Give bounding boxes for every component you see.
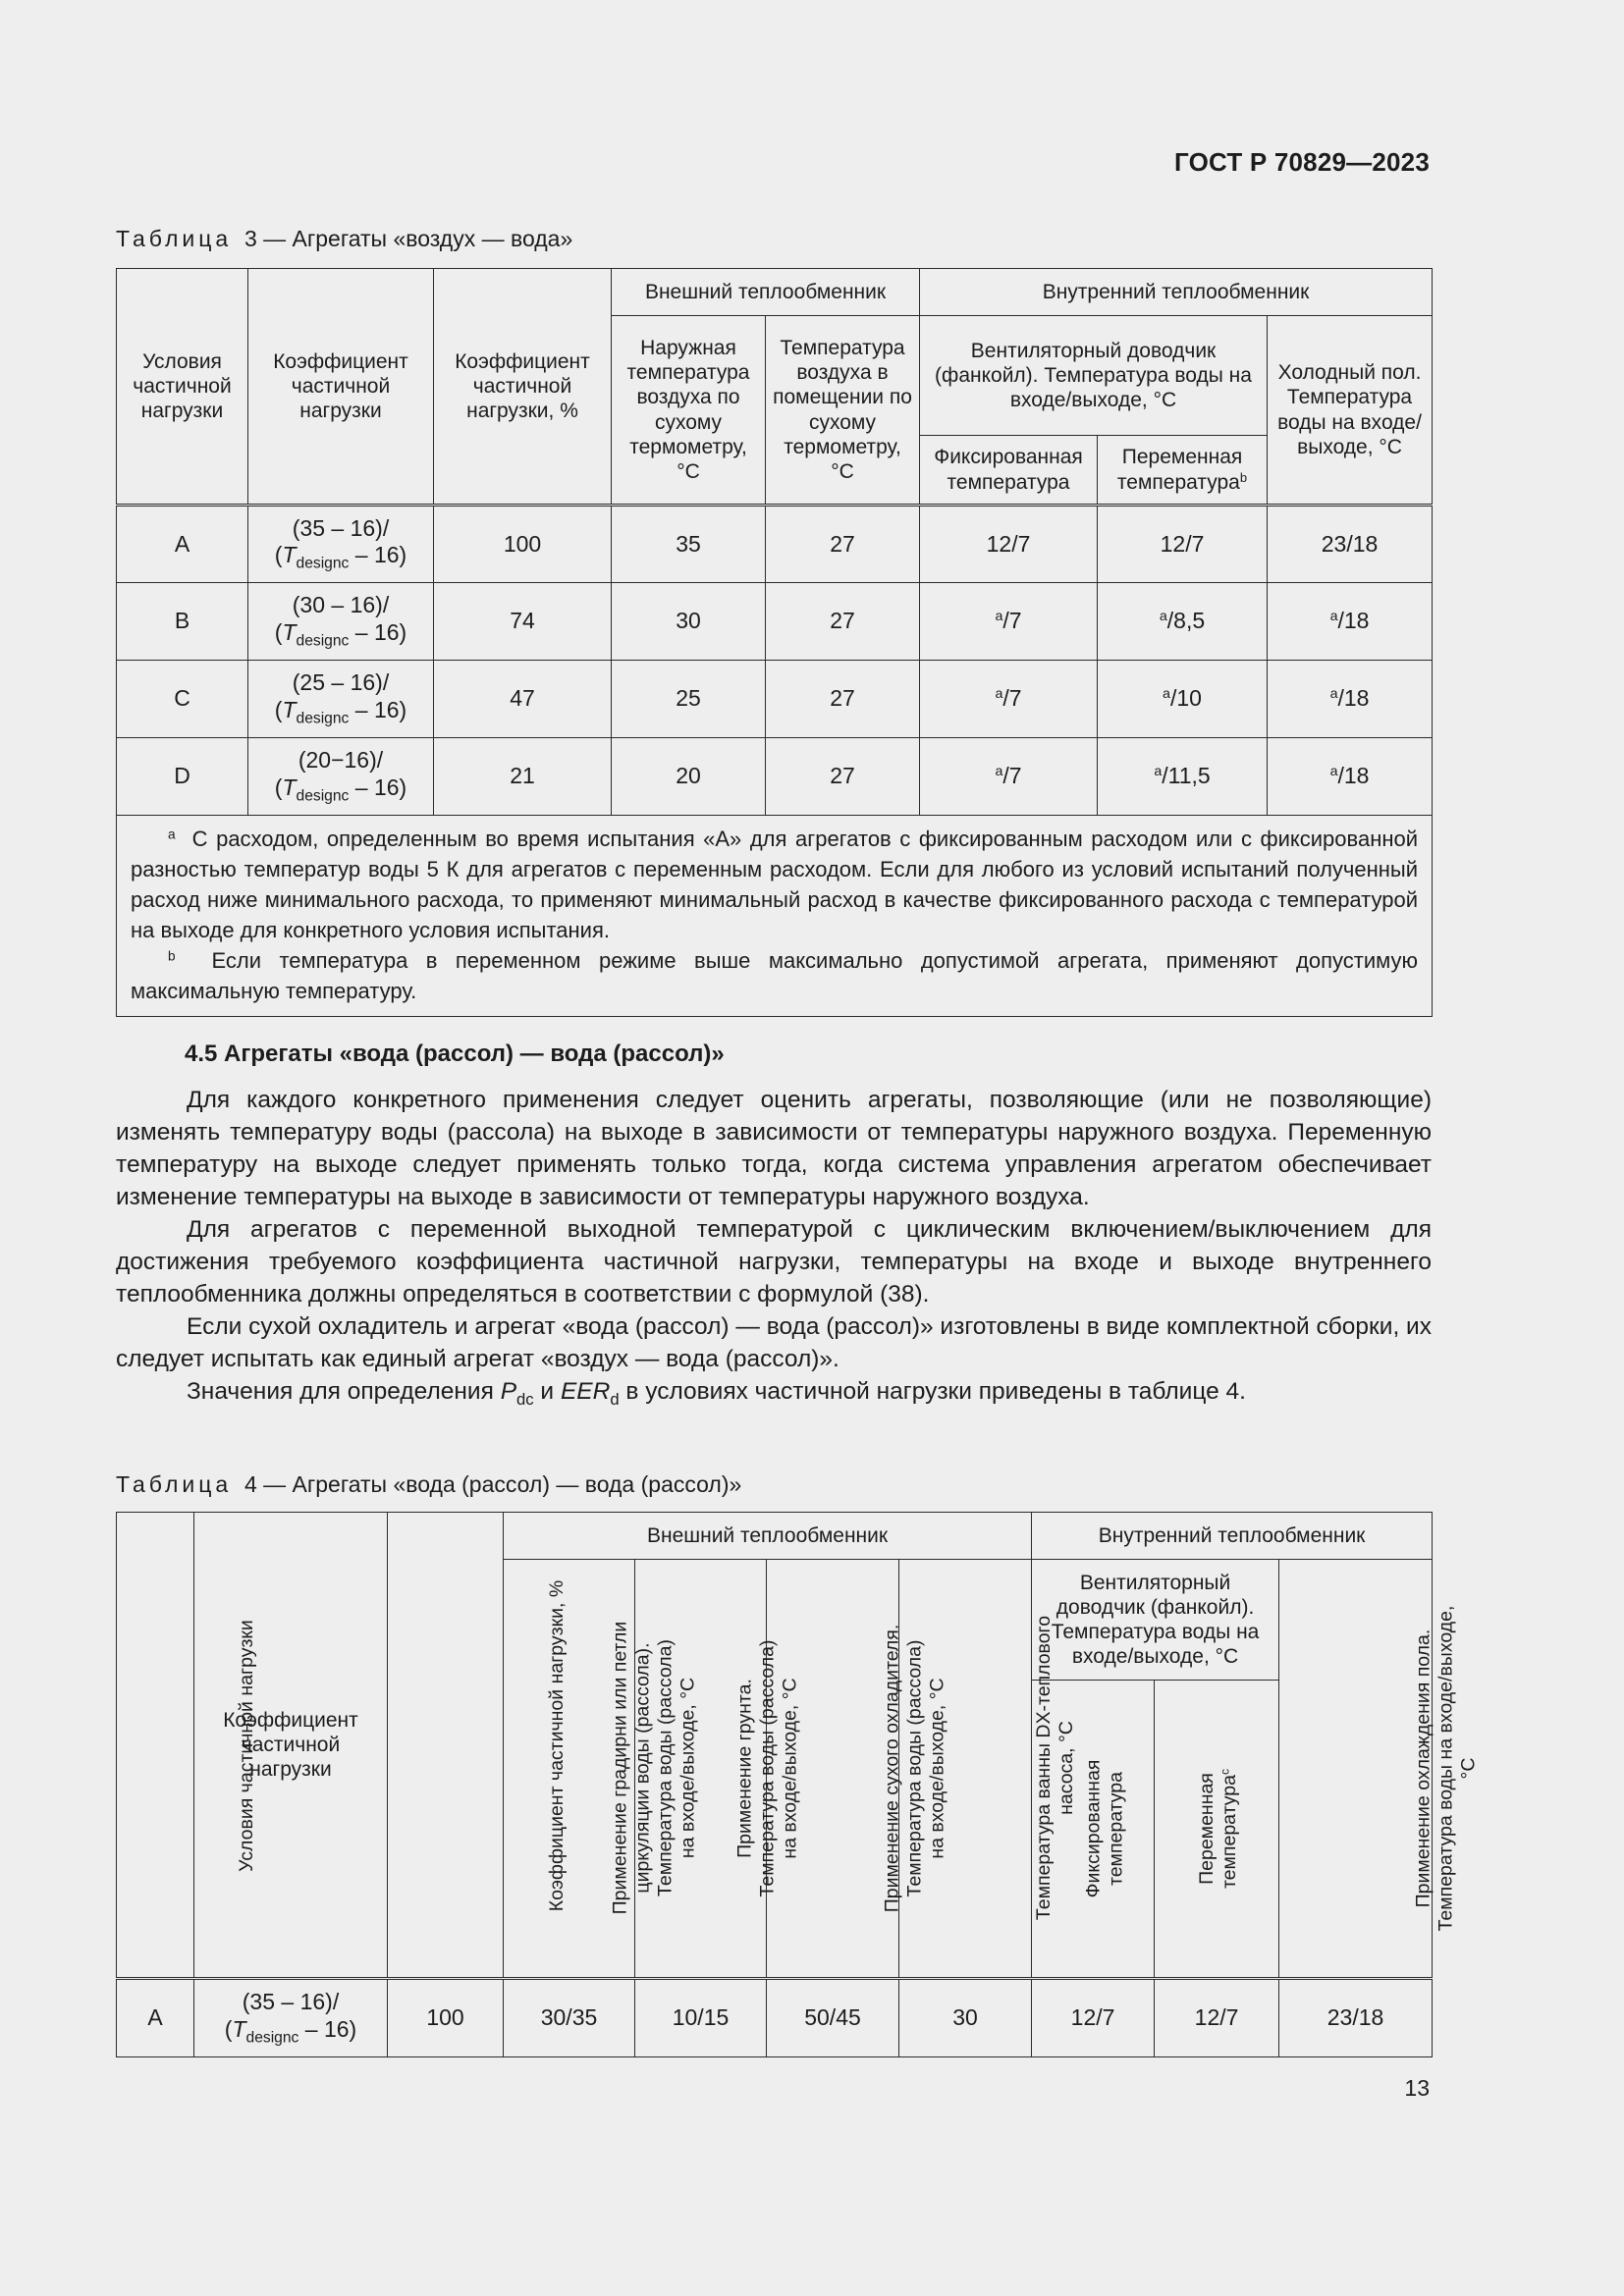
t3-room: 27 — [766, 661, 920, 738]
t3-head-conditions: Условия частичной нагрузки — [117, 269, 248, 506]
t4-pct: 100 — [388, 1979, 504, 2057]
t4-head-floor-cooling: Применение охлаждения пола. Температура воды на входе/выходе, °С — [1279, 1560, 1433, 1979]
table4-caption — [116, 1471, 741, 1498]
page-number: 13 — [1404, 2075, 1430, 2101]
t3-pct: 21 — [434, 738, 612, 816]
t3-pct: 100 — [434, 506, 612, 583]
t3-variable: $^a$/11,5 — [1098, 738, 1268, 816]
t3-fixed: 12/7 — [920, 506, 1098, 583]
t4-ground: 10/15 — [635, 1979, 767, 2057]
t4-head-fancoil: Вентиляторный доводчик (фанкойл). Температура воды на входе/выходе, °С — [1032, 1560, 1279, 1681]
t3-pct: 47 — [434, 661, 612, 738]
t3-head-outdoor-air: Наружная температура воздуха по сухому термометру, °С — [612, 316, 766, 506]
t3-floor: $^a$/18 — [1268, 661, 1433, 738]
t3-pct: 74 — [434, 583, 612, 661]
t3-head-external: Внешний теплообменник — [612, 269, 920, 316]
paragraph: Для каждого конкретного применения следует оценить агрегаты, позволяющие (или не позволяющие) изменять температуру воды (рассола) на выходе в зависимости от температуры наружного воздуха. Переменную температуру на выходе следует применять только тогда, когда система управления агрегатом обеспечивает изменение температуры на выходе в зависимости от температуры наружного воздуха. — [116, 1087, 1432, 1210]
paragraph: Если сухой охладитель и агрегат «вода (рассол) — вода (рассол)» изготовлены в виде комплектной сборки, их следует испытать как единый агрегат «воздух — вода (рассол)». — [116, 1313, 1432, 1372]
table4-caption-label: Таблица — [116, 1471, 233, 1497]
t4-variable: 12/7 — [1155, 1979, 1279, 2057]
t3-cond: C — [117, 661, 248, 738]
table-row — [117, 738, 1433, 816]
t3-floor: 23/18 — [1268, 506, 1433, 583]
table3-caption-label: Таблица — [116, 226, 233, 251]
t3-head-internal: Внутренний теплообменник — [920, 269, 1433, 316]
t3-note-a: $^a$ С расходом, определенным во время испытания «А» для агрегатов с фиксированным расходом или с фиксированной разностью температур воды 5 К для агрегатов с переменным расходом. Если для любого из условий испытаний полученный расход ниже минимального расхода, то применяют минимальный расход в качестве фиксированного расхода с температурой на выходе для конкретного условия испытания. — [131, 827, 1419, 942]
table4-caption-text: 4 — Агрегаты «вода (рассол) — вода (рассол)» — [244, 1471, 742, 1497]
t3-cond: D — [117, 738, 248, 816]
t3-variable: $^a$/10 — [1098, 661, 1268, 738]
t3-floor: $^a$/18 — [1268, 738, 1433, 816]
t3-variable: $^a$/8,5 — [1098, 583, 1268, 661]
t3-head-fancoil: Вентиляторный доводчик (фанкойл). Температура воды на входе/выходе, °С — [920, 316, 1268, 436]
t3-room: 27 — [766, 506, 920, 583]
table-row — [117, 1979, 1433, 2057]
t3-coef: (20−16)/ $(T_{designc} - 16)$ — [248, 738, 434, 816]
t4-head-dx-bath: Температура ванны DX-теплового насоса, °С — [899, 1560, 1032, 1979]
t3-room: 27 — [766, 583, 920, 661]
table3 — [116, 268, 1433, 1017]
t3-outdoor: 20 — [612, 738, 766, 816]
section-body — [116, 1084, 1432, 1415]
t3-outdoor: 25 — [612, 661, 766, 738]
table3-caption-text: 3 — Агрегаты «воздух — вода» — [244, 226, 573, 251]
t4-head-conditions: Условия частичной нагрузки — [117, 1513, 194, 1979]
t3-coef: (25 – 16)/ $(T_{designc} - 16)$ — [248, 661, 434, 738]
t3-variable: 12/7 — [1098, 506, 1268, 583]
t3-head-variable-text: Переменная температура — [1116, 446, 1243, 494]
t3-fixed: $^a$/7 — [920, 583, 1098, 661]
t4-head-external: Внешний теплообменник — [504, 1513, 1032, 1560]
t3-fixed: $^a$/7 — [920, 738, 1098, 816]
section-title: 4.5 Агрегаты «вода (рассол) — вода (рассол)» — [185, 1041, 725, 1067]
t4-floor: 23/18 — [1279, 1979, 1433, 2057]
t4-head-internal: Внутренний теплообменник — [1032, 1513, 1433, 1560]
paragraph: Для агрегатов с переменной выходной температурой с циклическим включением/выключением для достижения требуемого коэффициента частичной нагрузки, температуры на входе и выходе внутреннего теплообменника должны определяться в соответствии с формулой (38). — [116, 1216, 1432, 1308]
t3-room: 27 — [766, 738, 920, 816]
t4-cond: A — [117, 1979, 194, 2057]
t3-head-room-air: Температура воздуха в помещении по сухому термометру, °С — [766, 316, 920, 506]
t4-head-cooling-tower: Применение градирни или петли циркуляции воды (рассола). Температура воды (рассола) на входе/выходе, °С — [504, 1560, 635, 1979]
t3-head-coefficient-pct: Коэффициент частичной нагрузки, % — [434, 269, 612, 506]
t3-coef: (35 – 16)/ $(T_{designc} - 16)$ — [248, 506, 434, 583]
t4-tower: 30/35 — [504, 1979, 635, 2057]
t4-head-variable: Переменная температура$^c$ — [1155, 1681, 1279, 1979]
t3-head-variable — [1098, 436, 1268, 506]
table3-caption — [116, 226, 572, 252]
t3-head-coefficient: Коэффициент частичной нагрузки — [248, 269, 434, 506]
t3-head-fixed: Фиксированная температура — [920, 436, 1098, 506]
t4-dry: 50/45 — [767, 1979, 899, 2057]
t3-outdoor: 35 — [612, 506, 766, 583]
t4-head-dry-cooler: Применение сухого охладителя. Температура воды (рассола) на входе/выходе, °С — [767, 1560, 899, 1979]
table-row — [117, 661, 1433, 738]
table4 — [116, 1512, 1480, 2057]
t3-coef: (30 – 16)/ $(T_{designc} - 16)$ — [248, 583, 434, 661]
t3-head-cold-floor: Холодный пол. Температура воды на входе/ выходе, °С — [1268, 316, 1433, 506]
t4-head-ground: Применение грунта. Температура воды (рассола) на входе/выходе, °С — [635, 1560, 767, 1979]
t3-head-variable-mark: b — [1239, 469, 1248, 485]
table-row — [117, 583, 1433, 661]
standard-id: ГОСТ Р 70829—2023 — [1174, 147, 1430, 177]
t3-cond: A — [117, 506, 248, 583]
t3-note-b: $^b$ Если температура в переменном режиме выше максимально допустимой агрегата, применяют допустимую максимальную температуру. — [131, 948, 1419, 1003]
t3-fixed: $^a$/7 — [920, 661, 1098, 738]
t3-floor: $^a$/18 — [1268, 583, 1433, 661]
t3-cond: B — [117, 583, 248, 661]
t3-outdoor: 30 — [612, 583, 766, 661]
t4-head-fixed: Фиксированная температура — [1032, 1681, 1155, 1979]
t4-dx: 30 — [899, 1979, 1032, 2057]
t4-head-coefficient-pct: Коэффициент частичной нагрузки, % — [388, 1513, 504, 1979]
table-row — [117, 506, 1433, 583]
t4-head-coefficient: Коэффициент частичной нагрузки — [194, 1513, 388, 1979]
t4-fixed: 12/7 — [1032, 1979, 1155, 2057]
paragraph: Значения для определения $P_{dc}$ и $EER_d$ в условиях частичной нагрузки приведены в таблице 4. — [187, 1378, 1246, 1409]
t4-coef: (35 – 16)/ $(T_{designc} - 16)$ — [194, 1979, 388, 2057]
t3-footnotes — [117, 816, 1433, 1017]
